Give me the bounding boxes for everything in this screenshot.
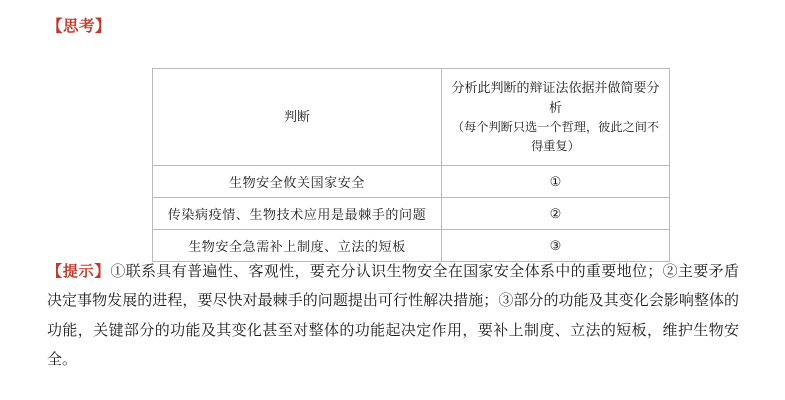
table-header-analysis-line2: （每个判断只选一个哲理，彼此之间不得重复）: [451, 120, 660, 154]
hint-paragraph: [47, 258, 739, 375]
table-cell-judgment: 生物安全急需补上制度、立法的短板: [153, 230, 442, 262]
table-header-analysis-line1: 分析此判断的辩证法依据并做简要分析: [451, 80, 660, 116]
table-cell-mark: ①: [442, 166, 670, 198]
judgment-analysis-table-wrapper: [152, 68, 660, 262]
table-row: [153, 230, 670, 262]
table-cell-judgment: 传染病疫情、生物技术应用是最棘手的问题: [153, 198, 442, 230]
table-header-analysis: [442, 69, 670, 166]
table-cell-mark: ③: [442, 230, 670, 262]
hint-label: 【提示】: [47, 264, 111, 280]
hint-text: ①联系具有普遍性、客观性，要充分认识生物安全在国家安全体系中的重要地位；②主要矛盾决定事物发展的进程，要尽快对最棘手的问题提出可行性解决措施；③部分的功能及其变化会影响整体的功能，关键部分的功能及其变化甚至对整体的功能起决定作用，要补上制度、立法的短板，维护生物安全。: [47, 264, 739, 368]
table-cell-mark: ②: [442, 198, 670, 230]
table-row: [153, 198, 670, 230]
table-header-judgment: 判断: [153, 69, 442, 166]
table-cell-judgment: 生物安全攸关国家安全: [153, 166, 442, 198]
table-row: [153, 166, 670, 198]
section-label-thinking: 【思考】: [47, 18, 112, 35]
judgment-analysis-table: [152, 68, 670, 262]
table-header-row: [153, 69, 670, 166]
